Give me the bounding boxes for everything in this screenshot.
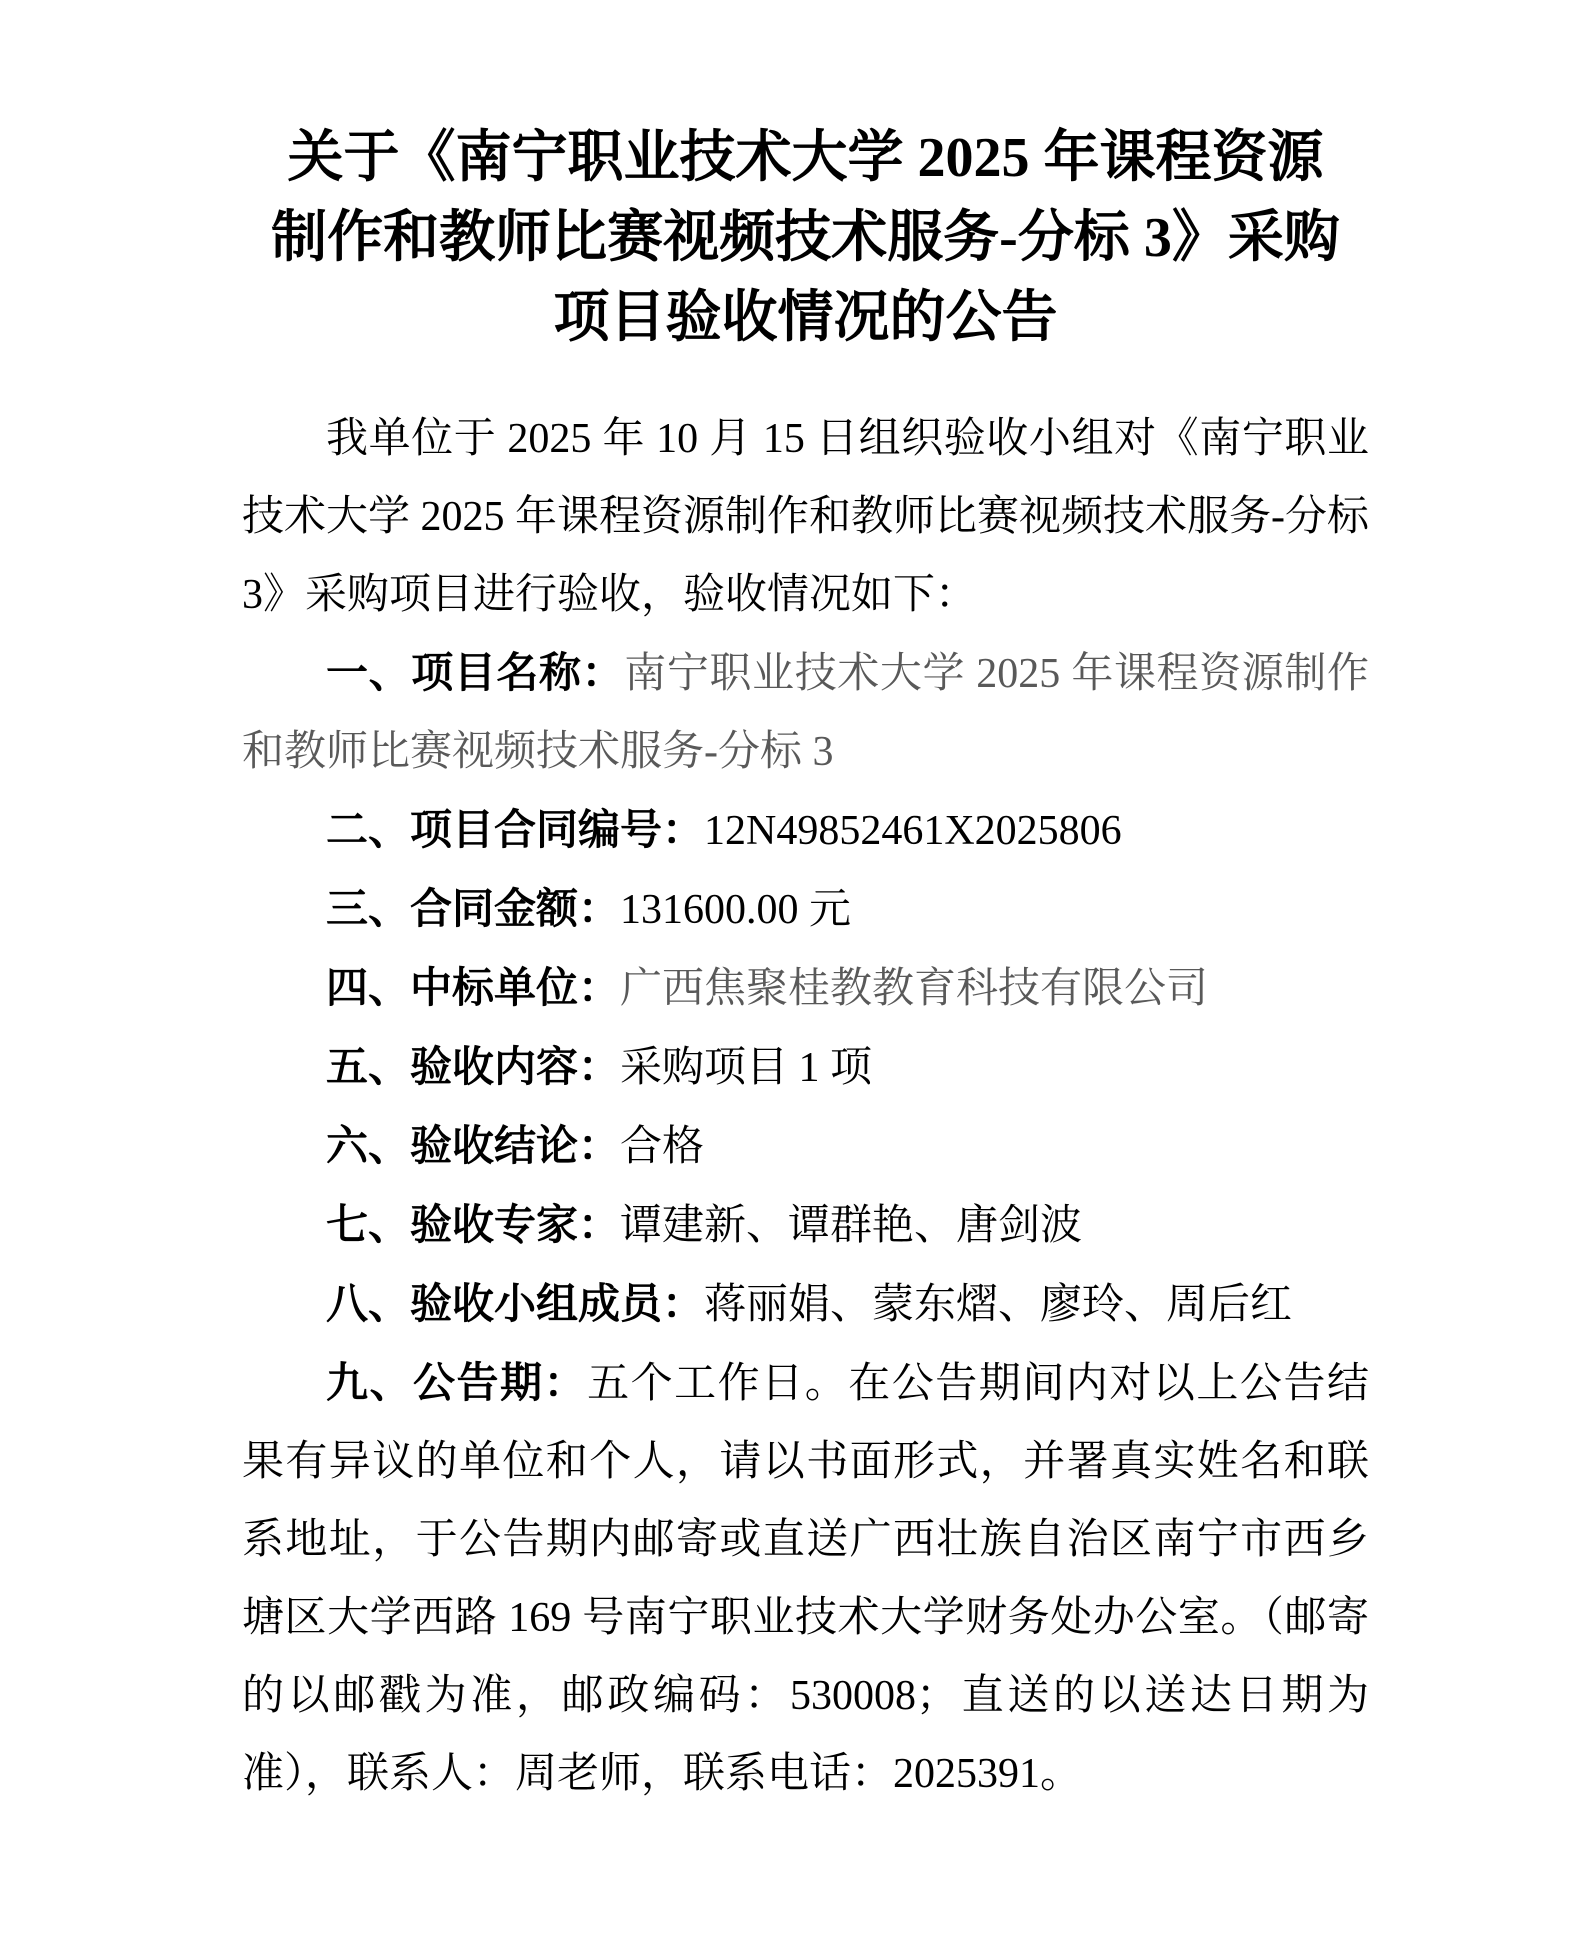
item-acceptance-content-value: 采购项目 1 项	[620, 1045, 873, 1091]
item-project-name-value: 南宁职业技术大学 2025 年课程资源制作和教师比赛视频技术服务-分标 3	[242, 651, 1369, 775]
item-project-name	[242, 634, 1369, 791]
item-announcement-period	[242, 1344, 1369, 1813]
item-project-name-label: 一、项目名称：	[326, 649, 625, 696]
item-announcement-period-label: 九、公告期：	[326, 1359, 588, 1406]
item-acceptance-content	[242, 1028, 1369, 1107]
intro-paragraph: 我单位于 2025 年 10 月 15 日组织验收小组对《南宁职业技术大学 2025 年课程资源制作和教师比赛视频技术服务-分标 3》采购项目进行验收，验收情况如下：	[242, 416, 1369, 618]
item-acceptance-experts	[242, 1186, 1369, 1265]
item-acceptance-conclusion-value: 合格	[620, 1124, 705, 1170]
item-contract-amount-value: 131600.00 元	[620, 887, 852, 933]
item-winning-bidder-value: 广西焦聚桂教教育科技有限公司	[620, 966, 1209, 1012]
item-contract-number-label: 二、项目合同编号：	[326, 806, 705, 853]
item-contract-number	[242, 791, 1369, 870]
document-title	[242, 118, 1369, 358]
item-acceptance-experts-value: 谭建新、谭群艳、唐剑波	[620, 1203, 1083, 1249]
title-line-2: 制作和教师比赛视频技术服务-分标 3》采购	[271, 207, 1340, 269]
item-acceptance-content-label: 五、验收内容：	[326, 1043, 621, 1090]
item-winning-bidder	[242, 949, 1369, 1028]
document-content	[242, 0, 1369, 1813]
item-contract-amount-label: 三、合同金额：	[326, 885, 621, 932]
item-announcement-period-value: 五个工作日。在公告期间内对以上公告结果有异议的单位和个人，请以书面形式，并署真实姓名和联系地址，于公告期内邮寄或直送广西壮族自治区南宁市西乡塘区大学西路 169 号南宁职业技术大学财务处办公室。（邮寄的以邮戳为准，邮政编码：530008；直送的以送达日期为准），联系人：周老师，联系电话：2025391。	[242, 1361, 1369, 1797]
title-line-3: 项目验收情况的公告	[553, 287, 1058, 349]
item-acceptance-conclusion	[242, 1107, 1369, 1186]
item-acceptance-conclusion-label: 六、验收结论：	[326, 1122, 621, 1169]
item-acceptance-team-members	[242, 1265, 1369, 1344]
item-acceptance-team-members-label: 八、验收小组成员：	[326, 1280, 705, 1327]
item-acceptance-experts-label: 七、验收专家：	[326, 1201, 621, 1248]
item-contract-number-value: 12N49852461X2025806	[704, 808, 1122, 854]
item-acceptance-team-members-value: 蒋丽娟、蒙东熠、廖玲、周后红	[704, 1282, 1293, 1328]
item-winning-bidder-label: 四、中标单位：	[326, 964, 621, 1011]
title-line-1: 关于《南宁职业技术大学 2025 年课程资源	[287, 127, 1324, 189]
item-contract-amount	[242, 870, 1369, 949]
